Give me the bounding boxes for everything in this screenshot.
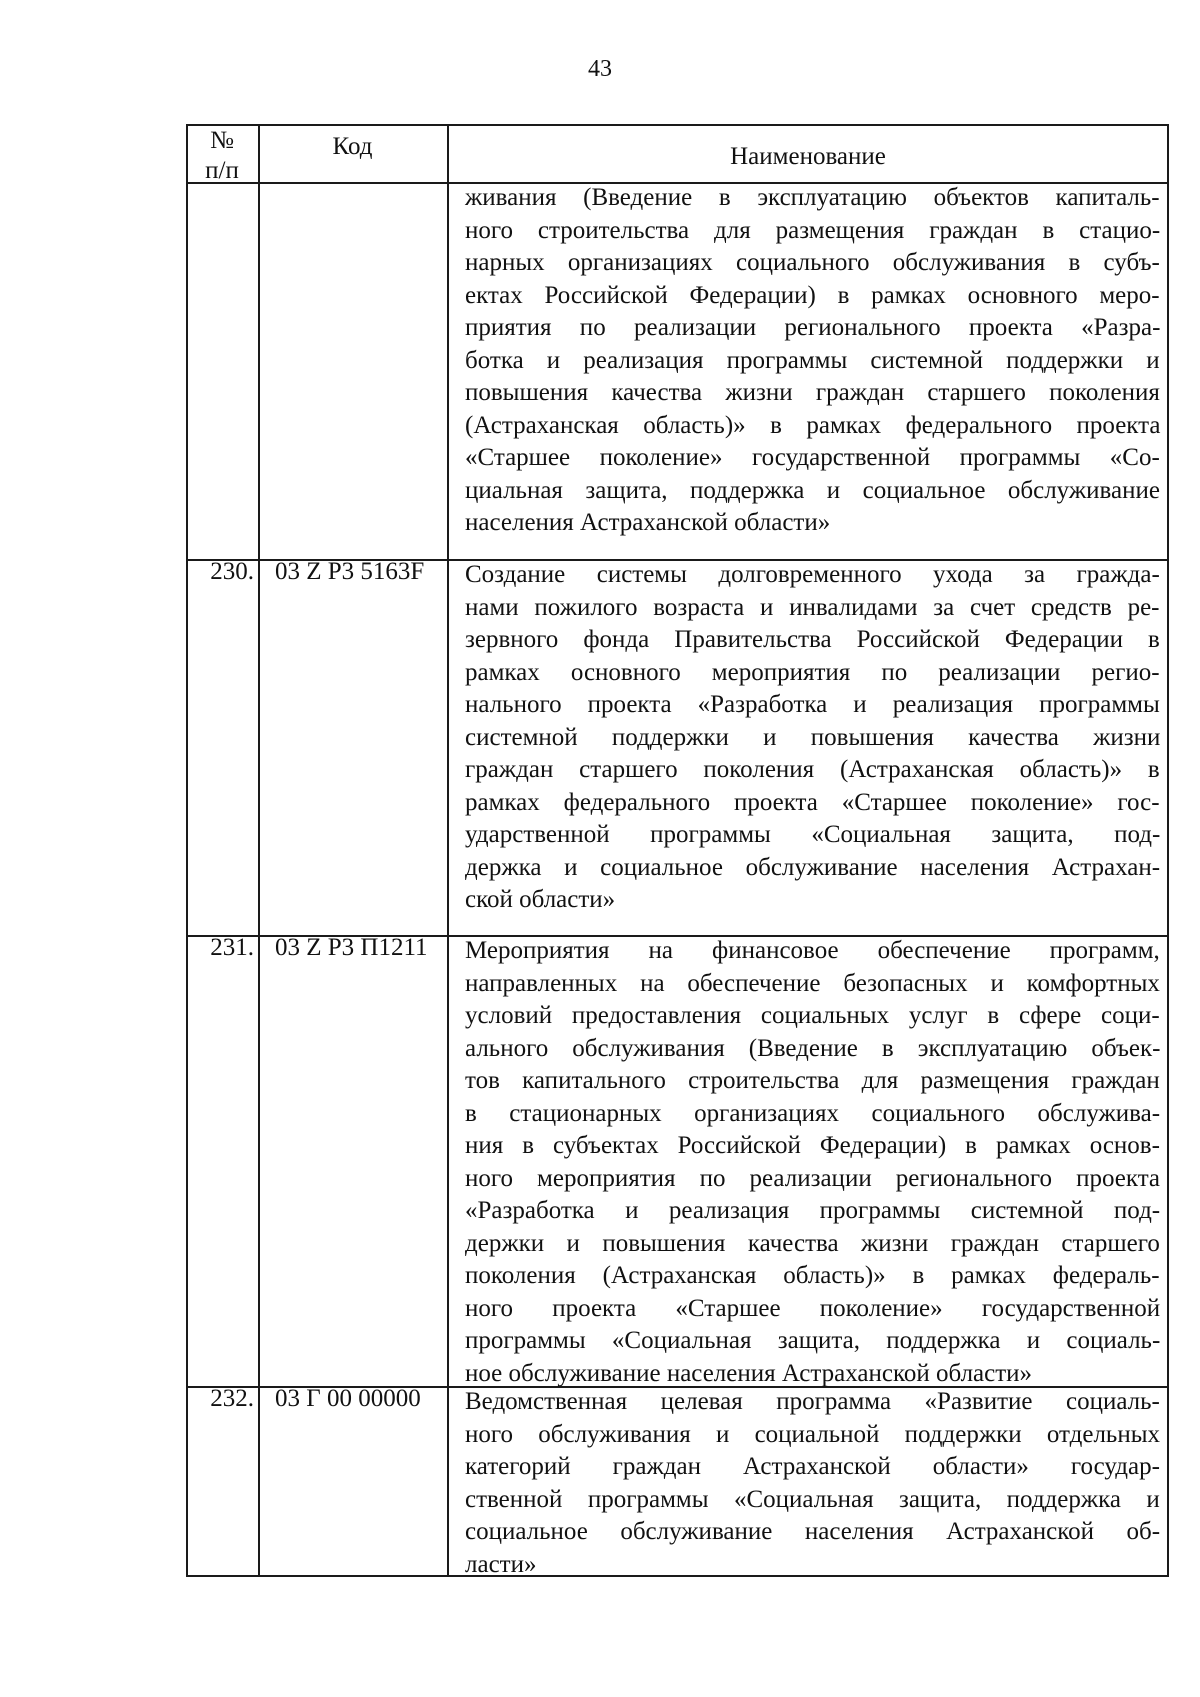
row-code: 03 Z P3 П1211 [275, 934, 428, 961]
row-name-line: рамках федерального проекта «Старшее поколение» гос- [465, 788, 1160, 816]
row-name-line: держки и повышения качества жизни граждан старшего [465, 1229, 1160, 1257]
row-name [465, 935, 1160, 1390]
row-name-line: Ведомственная целевая программа «Развитие социаль- [465, 1388, 1160, 1415]
row-name-line: населения Астраханской области» [465, 509, 831, 536]
row-name-line: в стационарных организациях социального обслужива- [465, 1099, 1161, 1127]
header-num [186, 126, 258, 186]
row-name-line: направленных на обеспечение безопасных и комфортных [465, 969, 1160, 997]
row-name [465, 1386, 1160, 1581]
row-code: 03 Z P3 5163F [275, 558, 425, 585]
row-name-continuation [465, 182, 1160, 540]
row-name-line: граждан старшего поколения (Астраханская область)» в [465, 756, 1160, 783]
row-name-line: циальная защита, поддержка и социальное обслуживание [465, 476, 1160, 504]
row-name-line: приятия по реализации регионального проекта «Разра- [465, 314, 1161, 341]
row-name-line: зервного фонда Правительства Российской Федерации в [465, 626, 1160, 653]
row-code: 03 Г 00 00000 [275, 1385, 421, 1412]
row-number: 230. [210, 558, 254, 585]
row-name-line: рамках основного мероприятия по реализации регио- [465, 658, 1160, 686]
row-name-line: Создание системы долговременного ухода за гражда- [465, 561, 1160, 588]
column-divider-num [258, 124, 260, 1577]
column-divider-code [447, 124, 449, 1577]
row-name [465, 559, 1160, 917]
row-name-line: ного проекта «Старшее поколение» государственной [465, 1294, 1161, 1322]
row-name-line: ударственной программы «Социальная защита, под- [465, 821, 1161, 848]
row-name-line: ное обслуживание населения Астраханской области» [465, 1359, 1033, 1387]
row-name-line: ботка и реализация программы системной поддержки и [465, 346, 1160, 374]
row-name-line: ласти» [465, 1550, 537, 1578]
row-name-line: ектах Российской Федерации) в рамках основного меро- [465, 281, 1160, 309]
row-name-line: «Старшее поколение» государственной программы «Со- [465, 444, 1160, 471]
row-name-line: ственной программы «Социальная защита, поддержка и [465, 1485, 1160, 1513]
row-name-line: (Астраханская область)» в рамках федерального проекта [465, 411, 1161, 439]
row-name-line: ного строительства для размещения граждан в стацио- [465, 216, 1161, 244]
row-name-line: повышения качества жизни граждан старшего поколения [465, 379, 1160, 406]
header-code: Код [332, 133, 373, 160]
row-name-line: системной поддержки и повышения качества жизни [465, 723, 1161, 751]
row-name-line: держка и социальное обслуживание населения Астрахан- [465, 853, 1161, 881]
row-name-line: Мероприятия на финансовое обеспечение программ, [465, 937, 1160, 964]
row-name-line: программы «Социальная защита, поддержка и социаль- [465, 1327, 1161, 1354]
row-number: 232. [210, 1385, 254, 1412]
table [186, 124, 1169, 1577]
row-name-line: ального обслуживания (Введение в эксплуатацию объек- [465, 1034, 1161, 1062]
row-name-line: социальное обслуживание населения Астраханской об- [465, 1518, 1161, 1545]
header-num-line1: № [210, 127, 234, 154]
row-name-line: условий предоставления социальных услуг в сфере соци- [465, 1002, 1160, 1029]
row-name-line: категорий граждан Астраханской области» государ- [465, 1453, 1160, 1480]
row-name-line: ской области» [465, 886, 616, 913]
table-border-top [186, 124, 1169, 126]
table-border-left [186, 124, 188, 1577]
row-name-line: ного обслуживания и социальной поддержки отдельных [465, 1420, 1161, 1448]
header-name: Наименование [730, 143, 886, 170]
table-border-right [1167, 124, 1169, 1577]
row-name-line: живания (Введение в эксплуатацию объектов капиталь- [465, 184, 1160, 211]
row-name-line: нального проекта «Разработка и реализация программы [465, 691, 1160, 718]
row-name-line: поколения (Астраханская область)» в рамках федераль- [465, 1262, 1160, 1289]
row-name-line: ного мероприятия по реализации регионального проекта [465, 1164, 1161, 1192]
row-name-line: тов капитального строительства для размещения граждан [465, 1067, 1160, 1094]
row-number: 231. [210, 934, 254, 961]
row-name-line: нами пожилого возраста и инвалидами за счет средств ре- [465, 593, 1160, 621]
row-name-line: нарных организациях социального обслуживания в субъ- [465, 249, 1160, 276]
row-name-line: ния в субъектах Российской Федерации) в рамках основ- [465, 1132, 1160, 1159]
header-num-line2: п/п [205, 157, 239, 184]
row-name-line: «Разработка и реализация программы системной под- [465, 1197, 1161, 1224]
page-number: 43 [588, 56, 612, 82]
